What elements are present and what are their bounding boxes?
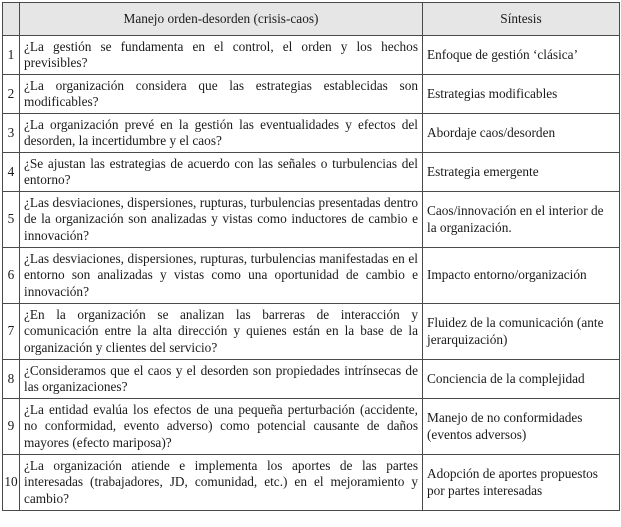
row-question: ¿En la organización se analizan las barreras de interacción y comunicación entre la alta dirección y quienes están en la base de la organización y clientes del servicio? — [20, 304, 423, 360]
header-number — [3, 3, 20, 36]
table-row — [3, 248, 620, 304]
row-number: 8 — [3, 360, 20, 399]
row-question: ¿Se ajustan las estrategias de acuerdo con las señales o turbulencias del entorno? — [20, 153, 423, 192]
header-question: Manejo orden-desorden (crisis-caos) — [20, 3, 423, 36]
row-synthesis: Estrategias modificables — [423, 75, 620, 114]
table-row — [3, 304, 620, 360]
row-synthesis: Caos/innovación en el interior de la organización. — [423, 192, 620, 248]
row-synthesis: Impacto entorno/organización — [423, 248, 620, 304]
row-synthesis: Enfoque de gestión ‘clásica’ — [423, 36, 620, 75]
row-question: ¿La organización atiende e implementa los aportes de las partes interesadas (trabajadores, JD, comunidad, etc.) en el mejoramiento y cambio? — [20, 455, 423, 511]
table-row — [3, 192, 620, 248]
row-synthesis: Adopción de aportes propuestos por partes interesadas — [423, 455, 620, 511]
header-row — [3, 3, 620, 36]
table-row — [3, 114, 620, 153]
table-row — [3, 455, 620, 511]
row-number: 9 — [3, 399, 20, 455]
row-question: ¿La entidad evalúa los efectos de una pequeña perturbación (accidente, no conformidad, evento adverso) como potencial causante de daños mayores (efecto mariposa)? — [20, 399, 423, 455]
row-question: ¿Las desviaciones, dispersiones, rupturas, turbulencias presentadas dentro de la organización son analizadas y vistas como inductores de cambio e innovación? — [20, 192, 423, 248]
row-number: 6 — [3, 248, 20, 304]
table-row — [3, 399, 620, 455]
row-number: 5 — [3, 192, 20, 248]
row-question: ¿La gestión se fundamenta en el control, el orden y los hechos previsibles? — [20, 36, 423, 75]
row-synthesis: Estrategia emergente — [423, 153, 620, 192]
table-row — [3, 360, 620, 399]
row-number: 4 — [3, 153, 20, 192]
row-question: ¿La organización prevé en la gestión las eventualidades y efectos del desorden, la incertidumbre y el caos? — [20, 114, 423, 153]
row-synthesis: Conciencia de la complejidad — [423, 360, 620, 399]
header-synthesis: Síntesis — [423, 3, 620, 36]
row-question: ¿Las desviaciones, dispersiones, rupturas, turbulencias manifestadas en el entorno son analizadas y vistas como una oportunidad de cambio e innovación? — [20, 248, 423, 304]
table-row — [3, 75, 620, 114]
table-row — [3, 153, 620, 192]
row-number: 3 — [3, 114, 20, 153]
row-number: 1 — [3, 36, 20, 75]
row-question: ¿La organización considera que las estrategias establecidas son modificables? — [20, 75, 423, 114]
row-number: 7 — [3, 304, 20, 360]
questions-table — [2, 2, 620, 511]
row-synthesis: Fluidez de la comunicación (ante jerarquización) — [423, 304, 620, 360]
row-question: ¿Consideramos que el caos y el desorden son propiedades intrínsecas de las organizaciones? — [20, 360, 423, 399]
table-row — [3, 36, 620, 75]
row-number: 2 — [3, 75, 20, 114]
row-synthesis: Abordaje caos/desorden — [423, 114, 620, 153]
row-synthesis: Manejo de no conformidades (eventos adversos) — [423, 399, 620, 455]
row-number: 10 — [3, 455, 20, 511]
